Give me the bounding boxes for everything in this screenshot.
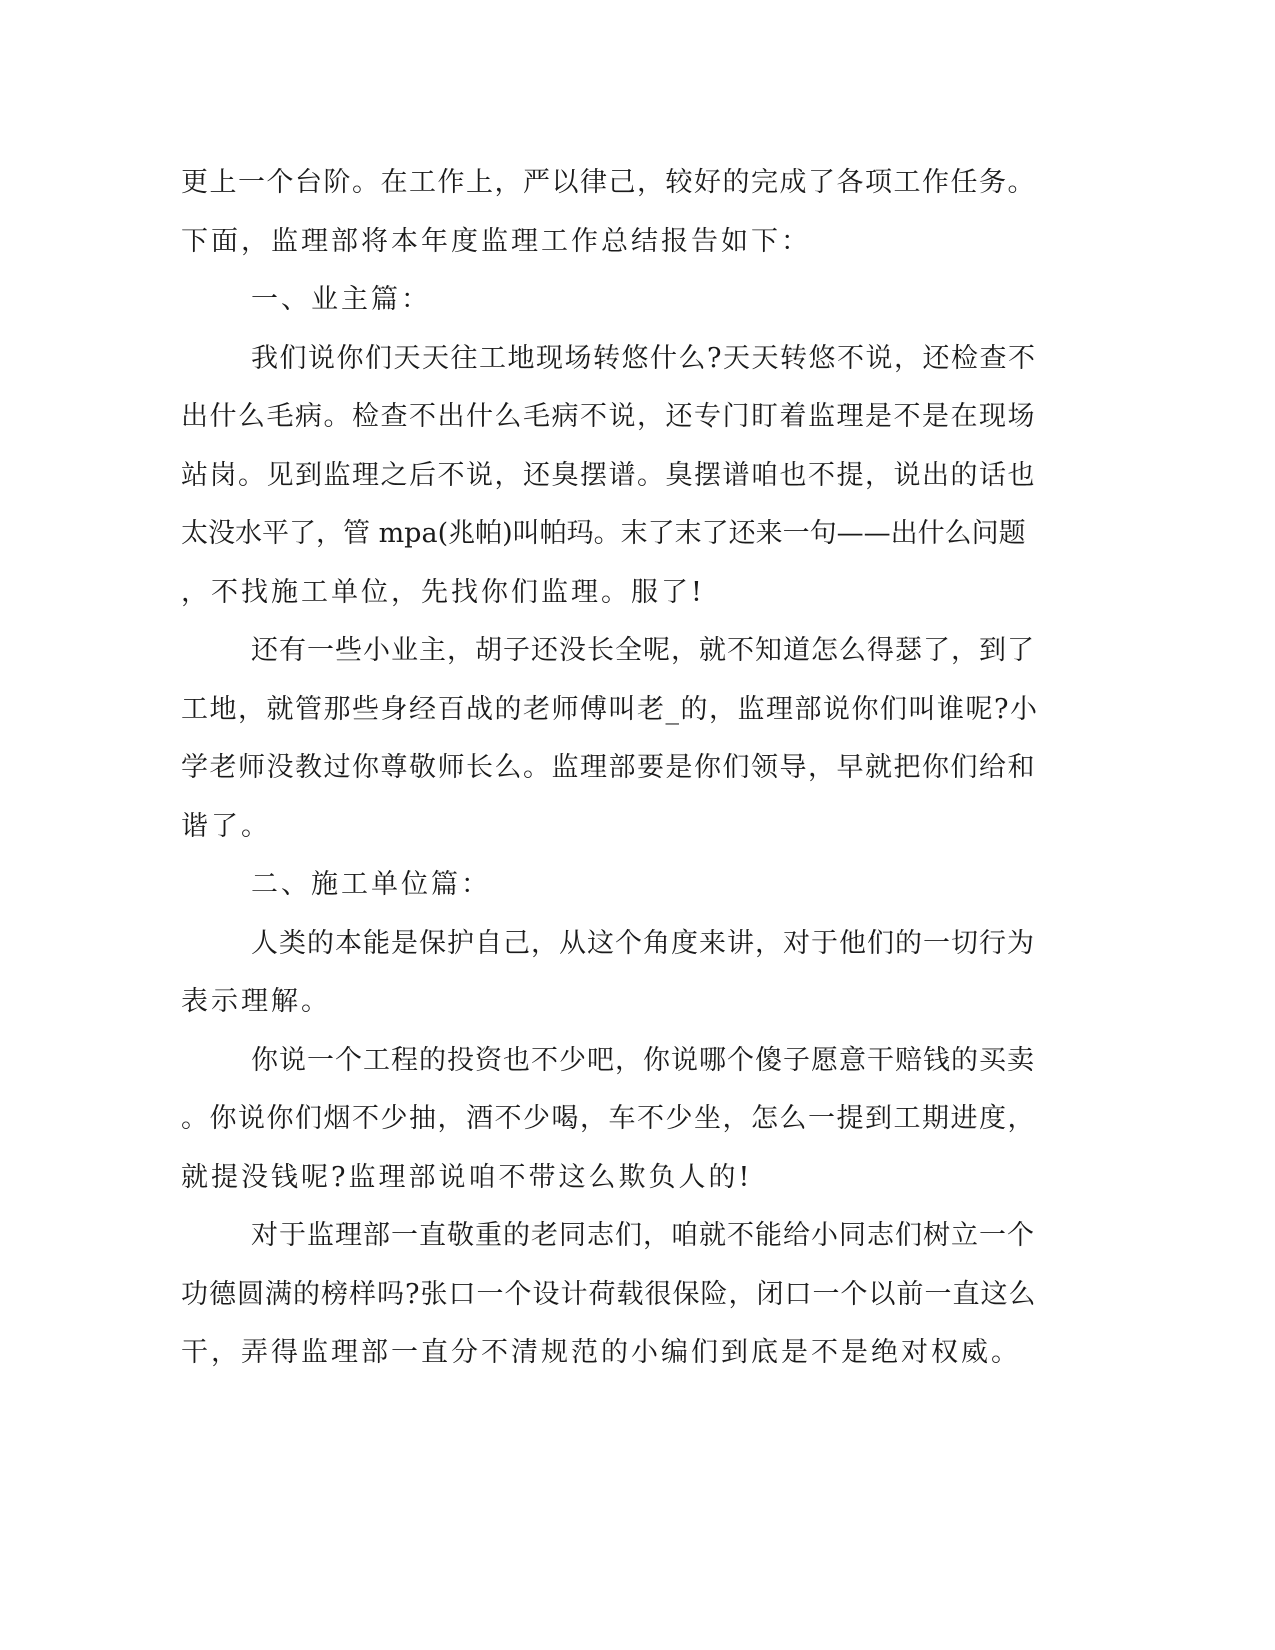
text-line: 出什么毛病。检查不出什么毛病不说，还专门盯着监理是不是在现场 — [181, 401, 1036, 432]
section-heading-contractor: 二、施工单位篇： — [251, 869, 491, 900]
text-line: 。你说你们烟不少抽，酒不少喝，车不少坐，怎么一提到工期进度， — [181, 1103, 1036, 1134]
text-line: 人类的本能是保护自己，从这个角度来讲，对于他们的一切行为 — [251, 928, 1035, 959]
text-line: 对于监理部一直敬重的老同志们，咱就不能给小同志们树立一个 — [251, 1220, 1035, 1251]
text-line: ，不找施工单位，先找你们监理。服了! — [181, 577, 705, 608]
text-line: 你说一个工程的投资也不少吧，你说哪个傻子愿意干赔钱的买卖 — [251, 1045, 1035, 1076]
text-line: 就提没钱呢?监理部说咱不带这么欺负人的! — [181, 1162, 753, 1193]
text-line: 站岗。见到监理之后不说，还臭摆谱。臭摆谱咱也不提，说出的话也 — [181, 460, 1036, 491]
section-heading-owner: 一、业主篇： — [251, 284, 431, 315]
text-line: 更上一个台阶。在工作上，严以律己，较好的完成了各项工作任务。 — [181, 167, 1036, 198]
text-line: 表示理解。 — [181, 986, 331, 1017]
text-line: 下面，监理部将本年度监理工作总结报告如下： — [181, 226, 811, 257]
text-line: 功德圆满的榜样吗?张口一个设计荷载很保险，闭口一个以前一直这么 — [181, 1279, 1037, 1310]
text-line: 还有一些小业主，胡子还没长全呢，就不知道怎么得瑟了，到了 — [251, 635, 1035, 666]
text-line: 太没水平了，管 mpa(兆帕)叫帕玛。末了末了还来一句——出什么问题 — [181, 518, 1026, 549]
text-line: 我们说你们天天往工地现场转悠什么?天天转悠不说，还检查不 — [251, 343, 1037, 374]
text-line: 谐了。 — [181, 811, 271, 842]
text-line: 学老师没教过你尊敬师长么。监理部要是你们领导，早就把你们给和 — [181, 752, 1036, 783]
text-line: 工地，就管那些身经百战的老师傅叫老_的，监理部说你们叫谁呢?小 — [181, 694, 1039, 725]
text-line: 干，弄得监理部一直分不清规范的小编们到底是不是绝对权威。 — [181, 1337, 1021, 1368]
